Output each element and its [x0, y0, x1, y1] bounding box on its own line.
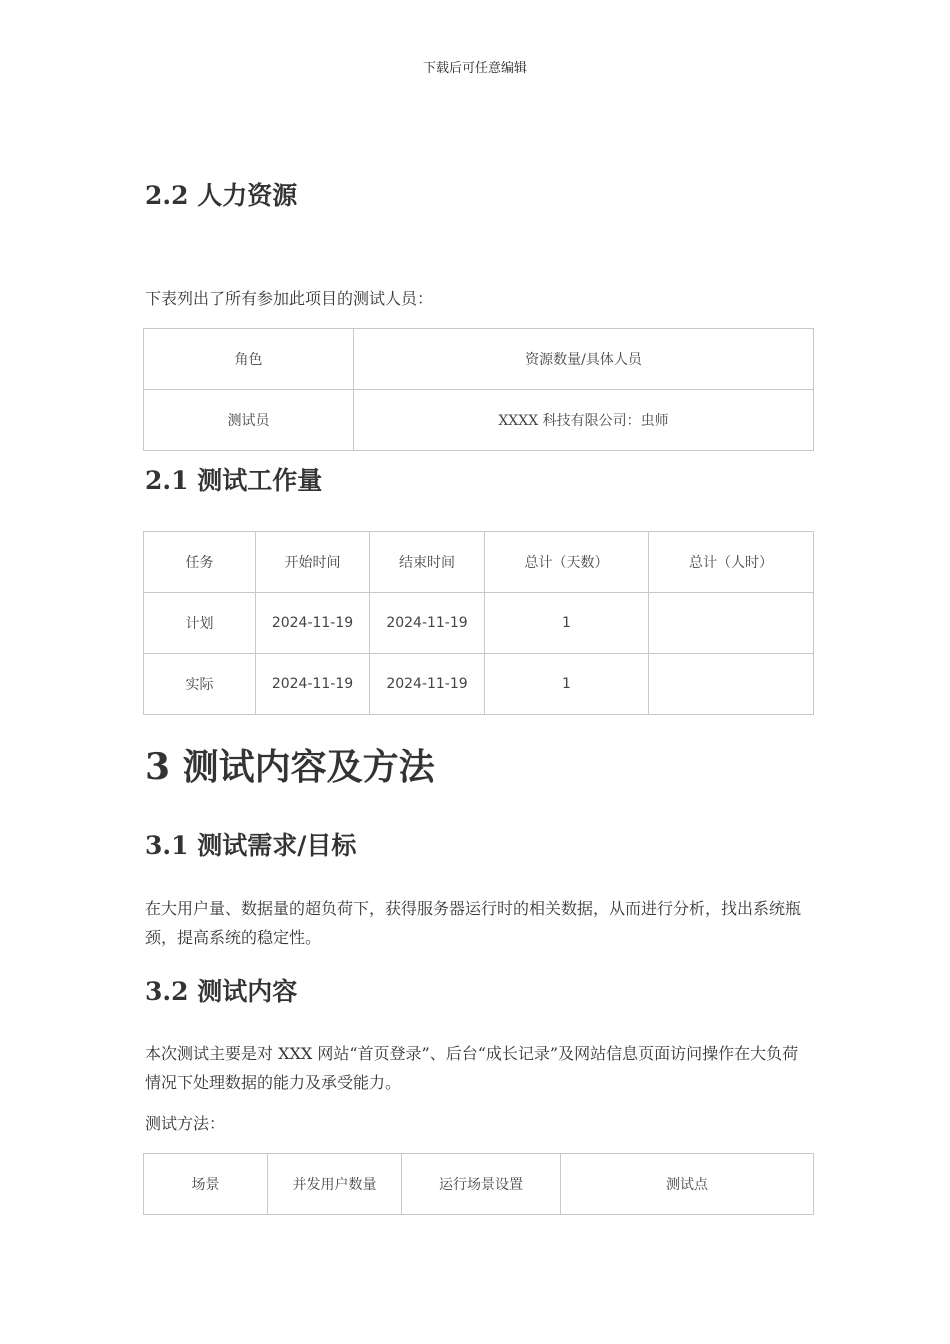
- section-heading-3: 3 测试内容及方法: [145, 746, 435, 788]
- table-cell: 2024-11-19: [370, 593, 485, 654]
- table-header-cell: 运行场景设置: [402, 1154, 561, 1215]
- table-header-cell: 任务: [144, 532, 256, 593]
- header-note: 下载后可任意编辑: [422, 61, 527, 76]
- table-header-cell: 开始时间: [256, 532, 370, 593]
- table-header-cell: 并发用户数量: [268, 1154, 402, 1215]
- test-method-label: 测试方法：: [145, 1114, 226, 1133]
- table-cell: 1: [485, 654, 649, 715]
- table-header-cell: 资源数量/具体人员: [354, 329, 814, 390]
- section-heading-2-2: 2.2 人力资源: [145, 181, 298, 210]
- table-header-cell: 结束时间: [370, 532, 485, 593]
- table-cell: 测试员: [144, 390, 354, 451]
- table-header-cell: 测试点: [561, 1154, 814, 1215]
- section-heading-2-1: 2.1 测试工作量: [145, 466, 323, 495]
- table-cell: 1: [485, 593, 649, 654]
- table-cell: 计划: [144, 593, 256, 654]
- table-cell: XXXX 科技有限公司：虫师: [354, 390, 814, 451]
- section-3-1-body: 在大用户量、数据量的超负荷下，获得服务器运行时的相关数据，从而进行分析，找出系统瓶颈，提高系统的稳定性。: [145, 899, 802, 947]
- table-row: [144, 390, 814, 451]
- table-cell: [649, 593, 814, 654]
- table-header-cell: 总计（天数）: [485, 532, 649, 593]
- workload-table: [143, 531, 814, 715]
- section-heading-3-2: 3.2 测试内容: [145, 977, 298, 1006]
- personnel-table: [143, 328, 814, 451]
- table-row: [144, 654, 814, 715]
- table-header-cell: 角色: [144, 329, 354, 390]
- table-cell: 2024-11-19: [256, 593, 370, 654]
- section-heading-3-1: 3.1 测试需求/目标: [145, 831, 357, 860]
- table-cell: 2024-11-19: [256, 654, 370, 715]
- table-header-row: [144, 1154, 814, 1215]
- table-cell: 实际: [144, 654, 256, 715]
- section-2-2-intro: 下表列出了所有参加此项目的测试人员：: [145, 289, 434, 308]
- table-header-row: [144, 329, 814, 390]
- table-cell: 2024-11-19: [370, 654, 485, 715]
- table-row: [144, 593, 814, 654]
- test-method-table: [143, 1153, 814, 1215]
- table-header-row: [144, 532, 814, 593]
- table-header-cell: 场景: [144, 1154, 268, 1215]
- table-cell: [649, 654, 814, 715]
- table-header-cell: 总计（人时）: [649, 532, 814, 593]
- section-3-2-body: 本次测试主要是对 XXX 网站“首页登录”、后台“成长记录”及网站信息页面访问操作在大负荷情况下处理数据的能力及承受能力。: [145, 1044, 799, 1092]
